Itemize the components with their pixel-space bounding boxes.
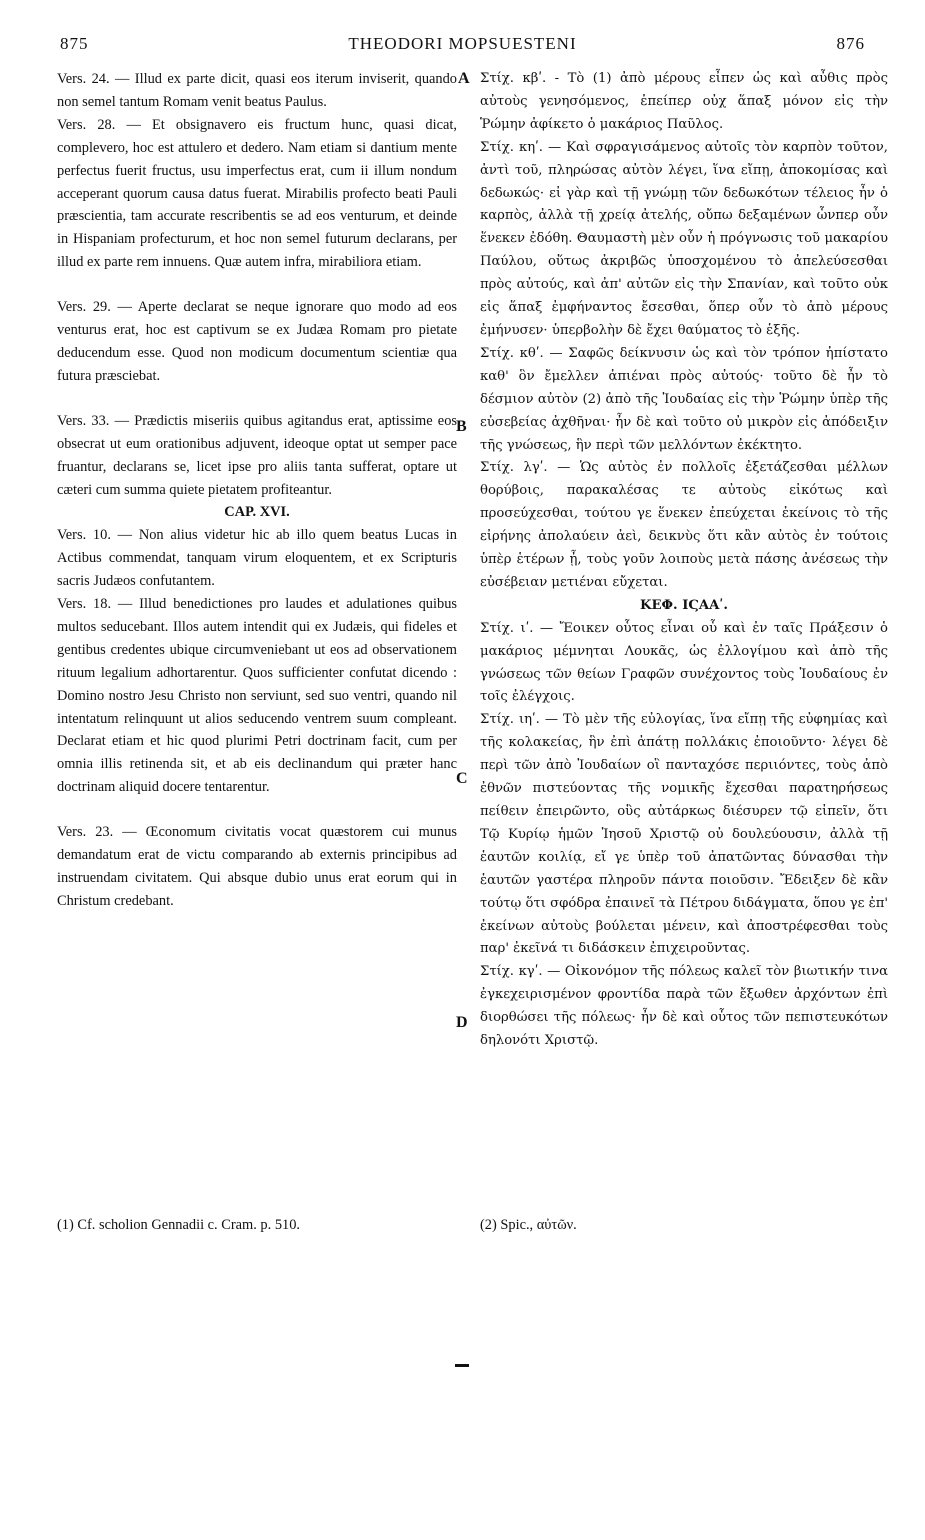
latin-paragraph: Vers. 23. — Œconomum civitatis vocat quæstorem cui munus demandatum erat de victu comparando ab externis principibus ad instruendam civitatem. Qui absque dubio unus erat eorum qui in Christum credebant. <box>57 824 457 909</box>
greek-paragraph: Στίχ. ιʹ. — Ἔοικεν οὗτος εἶναι οὗ καὶ ἐν ταῖς Πράξεσιν ὁ μακάριος μέμνηται Λουκᾶς, ὡς ἐλλογίμου καὶ ἀπὸ τῆς γνώσεως τῶν θείων Γραφῶν συνέχοντος τοὺς Ἰουδαίους ἐν τοῖς ἐλέγχοις. <box>480 620 888 705</box>
page-number-left: 875 <box>60 34 89 53</box>
latin-paragraph: Vers. 24. — Illud ex parte dicit, quasi eos iterum inviserit, quando non semel tantum Romam venit beatus Paulus. <box>57 71 457 110</box>
margin-marker: D <box>456 1014 468 1031</box>
greek-column <box>480 68 888 1053</box>
latin-paragraph: Vers. 33. — Prædictis miseriis quibus agitandus erat, aptissime eos obsecrat ut eum orationibus adjuvent, ideoque optat ut semper pace fruantur, declarans se, licet ipse pro aliis tanta sufferat, optare ut cæteri cum summa quiete pietatem profiteantur. <box>57 412 457 498</box>
page-header <box>60 34 865 60</box>
page-number-right: 876 <box>836 34 865 53</box>
footnote-left: (1) Cf. scholion Gennadii c. Cram. p. 510. <box>57 1217 300 1233</box>
margin-marker: A <box>458 70 470 87</box>
chapter-heading-greek: ΚΕΦ. ΙϚΑΑʹ. <box>640 597 728 613</box>
latin-paragraph: Vers. 28. — Et obsignavero eis fructum hunc, quasi dicat, complevero, hoc est attulero et dedero. Nam etiam si dantium mente perfectus fuerit fructus, usu imperfectus erat, cum ii illum nondum acceperant quorum causa datus fuerat. Mirabilis profecto beati Pauli præscientia, tam accurate rescribentis se ad eos venturum, et deinde in Hispaniam profecturum, et hoc non semel futurum declarans, per illud ex parte rem innuens. Quæ autem infra, mirabiliora etiam. <box>57 116 457 271</box>
greek-paragraph: Στίχ. κγʹ. — Οἰκονόμον τῆς πόλεως καλεῖ τὸν βιωτικήν τινα ἐγκεχειρισμένον φροντίδα παρὰ τῶν ἔξωθεν ἀρχόντων ἐπὶ διορθώσει τῆς πόλεως· ἦν δὲ καὶ οὗτος τῶν πεπιστευκότων δηλονότι Χριστῷ. <box>480 964 888 1049</box>
greek-paragraph: Στίχ. κθʹ. — Σαφῶς δείκνυσιν ὡς καὶ τὸν τρόπον ἠπίστατο καθ' ὃν ἔμελλεν ἀπιέναι πρὸς αὐτούς· τοῦτο δὲ ἦν τὸ δέσμιον αὐτὸν (2) ἀπὸ τῆς Ἰουδαίας εἰς τὴν Ῥώμην ὑπὲρ τῆς εὐσεβείας ἀχθῆναι· ἦν δὲ καὶ τοῦτο οὐ μικρὸν εἰς ἀπόδειξιν τῆς γνώσεως, ἣν περὶ τῶν μελλόντων ἐκέκτητο. <box>480 345 888 453</box>
greek-paragraph: Στίχ. ιηʹ. — Τὸ μὲν τῆς εὐλογίας, ἵνα εἴπῃ τῆς εὐφημίας καὶ τῆς κολακείας, ἣν ἐπὶ ἀπάτῃ πολλάκις ἐποιοῦντο· λέγει δὲ περὶ τῶν ἀπὸ Ἰουδαίων οἳ πανταχόσε περιιόντες, τοὺς ἀπὸ ἐθνῶν πιστεύοντας τῆς νομικῆς ἔχεσθαι παρατηρήσεως πείθειν ἐπειρῶντο, οὓς αὐτάρκως διέσυρεν τῷ εἰπεῖν, ὅτι Τῷ Κυρίῳ ἡμῶν Ἰησοῦ Χριστῷ οὐ δουλεύουσιν, ἀλλὰ τῇ ἑαυτῶν κοιλίᾳ, εἴ γε ὑπὲρ τοῦ ἀπατῶντας δύνασθαι τὴν ἑαυτῶν γαστέρα πληροῦν πάντα ποιοῦσιν. Ἔδειξεν δὲ κἂν τούτῳ ὅτι σφόδρα ἐπαινεῖ τὰ Πέτρου διδάγματα, ὅπου γε ἐπ' ἐκείνων αὐτοὺς βούλεται μένειν, καὶ ἀποστρέφεσθαι τοὺς παρ' ἐκεῖνά τι διδάσκειν ἐπιχειροῦντας. <box>480 712 888 957</box>
greek-paragraph: Στίχ. κηʹ. — Καὶ σφραγισάμενος αὐτοῖς τὸν καρπὸν τοῦτον, ἀντὶ τοῦ, πληρώσας αὐτὸν λέγει, ἵνα εἴπῃ, ἀποκομίσας καὶ δεδωκώς· εἰ γὰρ καὶ τῇ γνώμῃ τῶν δεδωκότων τέλειος ἦν ὁ καρπὸς, ἀλλὰ τῇ χρείᾳ ἀτελής, οὔπω δεξαμένων ὧνπερ οὖν ἕνεκεν ἐδόθη. Θαυμαστὴ μὲν οὖν ἡ πρόγνωσις τοῦ μακαρίου Παύλου, οὕτως ἀκριβῶς ὑποσχομένου τὸ ἀπελεύσεσθαι πρὸς αὐτούς, καὶ ἀπ' αὐτῶν εἰς τὴν Σπανίαν, καὶ τοῦτο οὐκ εἰς ἅπαξ ἐμφήναντος ἔσεσθαι, ὅπερ οὖν τὸ ἀπὸ μέρους ἐμήνυσεν· ὑπερβολὴν δὲ ἔχει θαύματος τὸ ἑξῆς. <box>480 139 888 338</box>
page-end-dash <box>455 1364 469 1367</box>
latin-column <box>57 68 457 913</box>
footnote-right: (2) Spic., αὐτῶν. <box>480 1217 577 1233</box>
margin-marker: B <box>456 418 467 435</box>
latin-paragraph: Vers. 10. — Non alius videtur hic ab illo quem beatus Lucas in Actibus commendat, tanquam virum eloquentem, et ex Scripturis sacris Judæos confutantem. <box>57 527 457 590</box>
latin-paragraph: Vers. 29. — Aperte declarat se neque ignorare quo modo ad eos venturus erat, hoc est captivum se ex Judæa Romam pro pietate deducendum esse. Quod non modicum documentum scientiæ qua futura præsciebat. <box>57 299 457 384</box>
greek-paragraph: Στίχ. λγʹ. — Ὡς αὐτὸς ἐν πολλοῖς ἐξετάζεσθαι μέλλων θορύβοις, παρακαλέσας τε αὐτοὺς εἰκότως καὶ προσεύχεσθαι, τούτου γε ἕνεκεν ἐπεύχεται ἐκείνοις τὸ τῆς εἰρήνης ἀπολαύειν ἀεὶ, δεικνὺς ὅτι κἂν αὐτὸς ἐν τούτοις ὑπὲρ ἑτέρων ᾖ, τοὺς γοῦν λοιποὺς μετὰ πάσης ἀνέσεως τὴν εὐσέβειαν μετιέναι εὔχεται. <box>480 460 888 590</box>
greek-paragraph: Στίχ. κβʹ. - Τὸ (1) ἀπὸ μέρους εἶπεν ὡς καὶ αὖθις πρὸς αὐτοὺς γενησόμενος, ἐπείπερ οὐχ ἅπαξ μόνον εἰς τὴν Ῥώμην ἀφίκετο ὁ μακάριος Παῦλος. <box>480 71 888 132</box>
running-title: THEODORI MOPSUESTENI <box>348 34 577 53</box>
margin-marker: C <box>456 770 468 787</box>
chapter-heading: CAP. XVI. <box>224 504 290 521</box>
latin-paragraph: Vers. 18. — Illud benedictiones pro laudes et adulationes quibus multos seducebant. Illos autem intendit qui ex Judæis, qui fideles et gentibus credentes ubique circumveniebant ut eos ad observationem rituum legalium adhortarentur. Quos sufficienter confutat dicendo : Domino nostro Jesu Christo non serviunt, sed suo ventri, quando nil intentatum relinquunt ut alios seducendo ventrem suum compleant. Declarat etiam et hic quod plurimi Petri doctrinam facit, cum per omnia illis retinenda sit, et ab eis declinandum qui præter hanc doctrinam aliquid docere tentarentur. <box>57 596 457 796</box>
